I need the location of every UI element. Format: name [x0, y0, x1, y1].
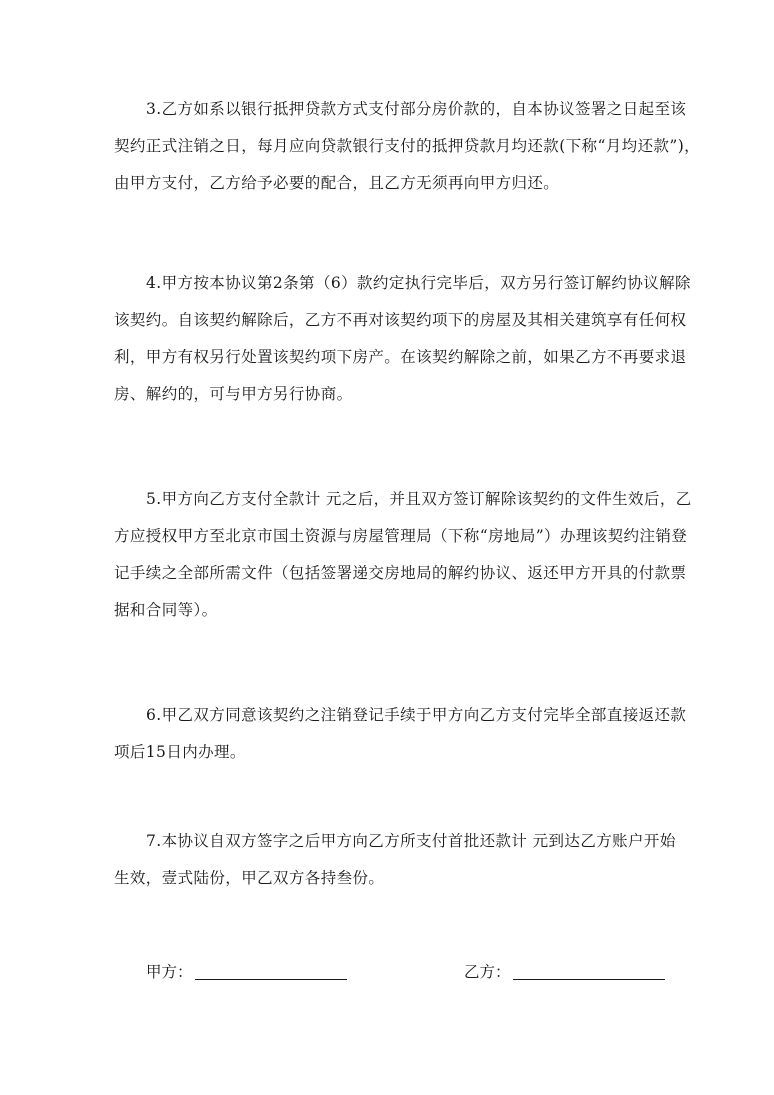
clause-5-line-3: 记手续之全部所需文件（包括签署递交房地局的解约协议、返还甲方开具的付款票 [114, 564, 687, 582]
clause-5-line-4: 据和合同等）。 [114, 601, 218, 619]
clause-5-line-1: 5.甲方向乙方支付全款计 元之后，并且双方签订解除该契约的文件生效后，乙 [146, 490, 692, 508]
clause-3-line-2: 契约正式注销之日，每月应向贷款银行支付的抵押贷款月均还款(下称“月均还款”)， [114, 137, 701, 155]
clause-5 [114, 481, 692, 629]
clause-6 [114, 697, 687, 771]
clause-4-line-3: 利，甲方有权另行处置该契约项下房产。在该契约解除之前，如果乙方不再要求退 [114, 348, 687, 366]
party-a-label: 甲方： [146, 963, 193, 981]
clause-3 [114, 91, 701, 202]
clause-4-line-4: 房、解约的，可与甲方另行协商。 [114, 385, 353, 403]
clause-4-line-2: 该契约。自该契约解除后，乙方不再对该契约项下的房屋及其相关建筑享有任何权 [114, 311, 687, 329]
party-b-signature-line[interactable] [513, 961, 665, 980]
party-a-signature [146, 957, 347, 987]
clause-3-line-3: 由甲方支付，乙方给予必要的配合，且乙方无须再向甲方归还。 [114, 174, 560, 192]
clause-7-line-2: 生效，壹式陆份，甲乙双方各持叁份。 [114, 869, 385, 887]
clause-6-line-2: 项后15日内办理。 [114, 743, 246, 761]
party-a-signature-line[interactable] [195, 961, 347, 980]
clause-7-line-1: 7.本协议自双方签字之后甲方向乙方所支付首批还款计 元到达乙方账户开始 [146, 832, 676, 850]
clause-5-line-2: 方应授权甲方至北京市国土资源与房屋管理局（下称“房地局”）办理该契约注销登 [114, 527, 688, 545]
party-b-signature [464, 957, 665, 987]
clause-7 [114, 823, 676, 897]
clause-4-line-1: 4.甲方按本协议第2条第（6）款约定执行完毕后，双方另行签订解约协议解除 [146, 274, 691, 292]
clause-3-line-1: 3.乙方如系以银行抵押贷款方式支付部分房价款的，自本协议签署之日起至该 [146, 100, 687, 118]
clause-6-line-1: 6.甲乙双方同意该契约之注销登记手续于甲方向乙方支付完毕全部直接返还款 [146, 706, 687, 724]
clause-4 [114, 265, 691, 413]
party-b-label: 乙方： [464, 963, 511, 981]
